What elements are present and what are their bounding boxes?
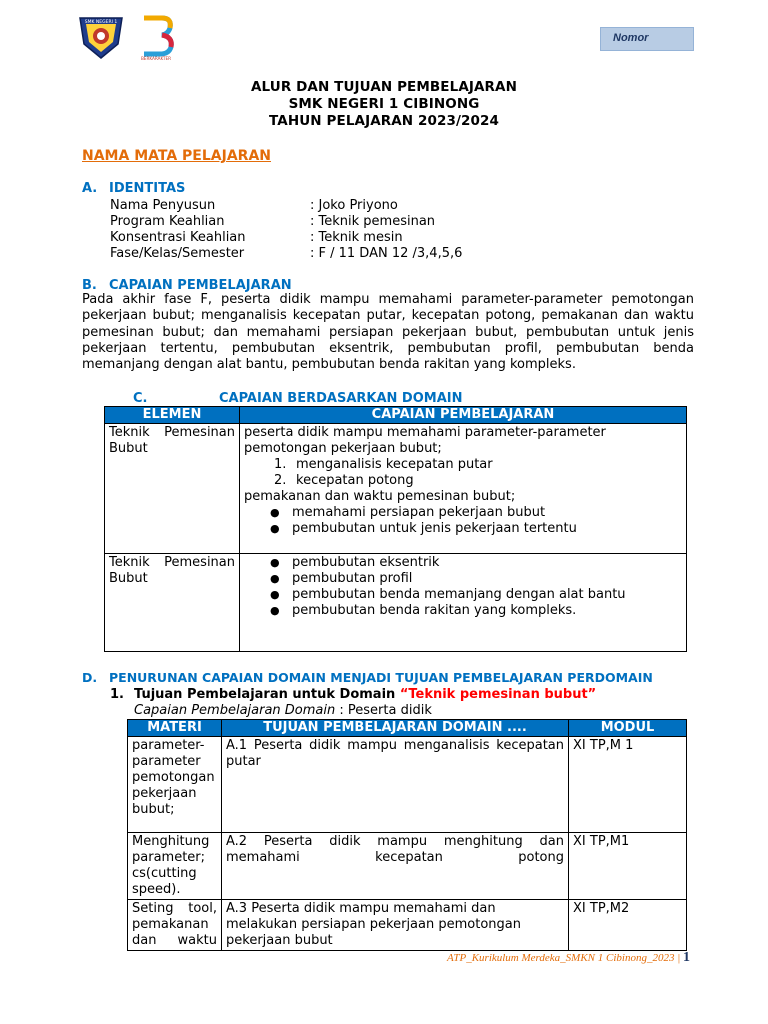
identity-value: : F / 11 DAN 12 /3,4,5,6 [310, 246, 463, 261]
section-b-title: CAPAIAN PEMBELAJARAN [109, 278, 292, 293]
list-text: pembubutan profil [292, 571, 413, 586]
bullet-icon: ● [270, 506, 280, 519]
subsection-title: Tujuan Pembelajaran untuk Domain [134, 687, 396, 702]
identity-label: Program Keahlian [110, 214, 225, 229]
identity-row-penyusun [110, 198, 510, 213]
section-b-paragraph: Pada akhir fase F, peserta didik mampu memahami parameter-parameter pemotongan pekerjaan bubut; menganalisis kecepatan putar, kecepatan potong, pemakanan dan waktu pemesinan bubut; dan memahami persiapan pekerjaan bubut, pembubutan untuk jenis pekerjaan tertentu, pembubutan eksentrik, pembubutan profil, pembubutan benda memanjang dengan alat bantu, pembubutan benda rakitan yang kompleks. [82, 292, 694, 373]
subsection-heading [110, 687, 596, 702]
tujuan-cell: A.1 Peserta didik mampu menganalisis kecepatan putar [222, 737, 569, 833]
list-text: kecepatan potong [296, 473, 414, 488]
subject-heading: NAMA MATA PELAJARAN [82, 148, 271, 164]
table-row [105, 424, 687, 554]
nomor-label: Nomor [613, 32, 649, 44]
section-d-title: PENURUNAN CAPAIAN DOMAIN MENJADI TUJUAN PEMBELAJARAN PERDOMAIN [109, 670, 653, 685]
domain-table [104, 406, 687, 652]
modul-cell: XI TP,M2 [569, 900, 687, 951]
bullet-icon: ● [270, 572, 280, 585]
materi-cell: Menghitung parameter; cs(cutting speed). [128, 833, 222, 900]
section-a-title: IDENTITAS [109, 181, 186, 196]
bullet-icon: ● [270, 556, 280, 569]
list-item [244, 505, 682, 521]
table-header-row [128, 720, 687, 737]
identity-label: Konsentrasi Keahlian [110, 230, 246, 245]
capaian-label: Capaian Pembelajaran Domain [134, 703, 336, 718]
modul-cell: XI TP,M 1 [569, 737, 687, 833]
section-b-num: B. [82, 278, 97, 293]
capaian-intro: peserta didik mampu memahami parameter-parameter pemotongan pekerjaan bubut; [244, 425, 606, 456]
table-header-row [105, 407, 687, 424]
berkarakter-logo [132, 14, 180, 64]
identity-value: : Teknik mesin [310, 230, 403, 245]
table-row [128, 737, 687, 833]
subsection-num: 1. [110, 687, 124, 702]
tujuan-cell: A.3 Peserta didik mampu memahami dan melakukan persiapan pekerjaan pemotongan pekerjaan bubut [222, 900, 569, 951]
school-logo [78, 14, 124, 60]
page-number: 1 [683, 950, 690, 965]
list-text: memahami persiapan pekerjaan bubut [292, 505, 546, 520]
doc-title-line3: TAHUN PELAJARAN 2023/2024 [269, 113, 499, 129]
materi-cell: parameter-parameter pemotongan pekerjaan bubut; [128, 737, 222, 833]
page-footer [447, 950, 690, 966]
identity-row-fase [110, 246, 510, 261]
section-c-title: CAPAIAN BERDASARKAN DOMAIN [219, 391, 463, 406]
list-text: pembubutan benda rakitan yang kompleks. [292, 603, 577, 618]
list-item [244, 555, 682, 571]
doc-title-line1: ALUR DAN TUJUAN PEMBELAJARAN [251, 79, 517, 95]
bullet-icon: ● [270, 522, 280, 535]
section-a-heading [82, 181, 185, 196]
identity-value: : Teknik pemesinan [310, 214, 436, 229]
list-item [244, 571, 682, 587]
column-header-modul: MODUL [569, 720, 687, 737]
school-logo-text: SMK NEGERI 1 [84, 20, 118, 25]
footer-text: ATP_Kurikulum Merdeka_SMKN 1 Cibinong_2023 | [447, 952, 681, 964]
column-header-materi: MATERI [128, 720, 222, 737]
list-text: menganalisis kecepatan putar [296, 457, 493, 472]
identity-row-program [110, 214, 510, 229]
identity-value: : Joko Priyono [310, 198, 398, 213]
table-row [105, 554, 687, 652]
berkarakter-logo-text: BERKARAKTER [140, 56, 172, 61]
table-row [128, 900, 687, 951]
bullet-icon: ● [270, 604, 280, 617]
identity-label: Nama Penyusun [110, 198, 216, 213]
capaian-value: : Peserta didik [339, 703, 432, 718]
capaian-cell [240, 424, 687, 554]
materi-cell: Seting tool, pemakanan dan waktu [128, 900, 222, 951]
list-item [244, 473, 682, 489]
tujuan-cell: A.2 Peserta didik mampu menghitung dan memahami kecepatan potong [222, 833, 569, 900]
section-d-heading [82, 670, 653, 685]
nomor-box [600, 27, 694, 51]
section-c-heading [133, 391, 462, 406]
table-row [128, 833, 687, 900]
list-item [244, 521, 682, 537]
list-text: pembubutan eksentrik [292, 555, 440, 570]
list-text: pembubutan benda memanjang dengan alat bantu [292, 587, 626, 602]
section-b-heading [82, 278, 292, 293]
section-c-num: C. [133, 391, 148, 406]
element-cell: Teknik Pemesinan Bubut [105, 424, 240, 554]
identity-label: Fase/Kelas/Semester [110, 246, 245, 261]
list-text: pembubutan untuk jenis pekerjaan tertentu [292, 521, 577, 536]
column-header-tujuan: TUJUAN PEMBELAJARAN DOMAIN .... [222, 720, 569, 737]
subsection-domain: “Teknik pemesinan bubut” [399, 687, 597, 702]
bullet-icon: ● [270, 588, 280, 601]
list-number: 1. [274, 457, 287, 472]
list-item [244, 587, 682, 603]
column-header-capaian: CAPAIAN PEMBELAJARAN [240, 407, 687, 424]
column-header-elemen: ELEMEN [105, 407, 240, 424]
capaian-line [134, 703, 432, 718]
capaian-cell [240, 554, 687, 652]
list-number: 2. [274, 473, 287, 488]
identity-row-konsentrasi [110, 230, 510, 245]
capaian-mid: pemakanan dan waktu pemesinan bubut; [244, 489, 516, 504]
list-item [244, 457, 682, 473]
list-item [244, 603, 682, 619]
tujuan-table [127, 719, 687, 951]
modul-cell: XI TP,M1 [569, 833, 687, 900]
section-d-num: D. [82, 670, 98, 685]
element-cell: Teknik Pemesinan Bubut [105, 554, 240, 652]
doc-title-line2: SMK NEGERI 1 CIBINONG [288, 96, 480, 112]
section-a-num: A. [82, 181, 98, 196]
